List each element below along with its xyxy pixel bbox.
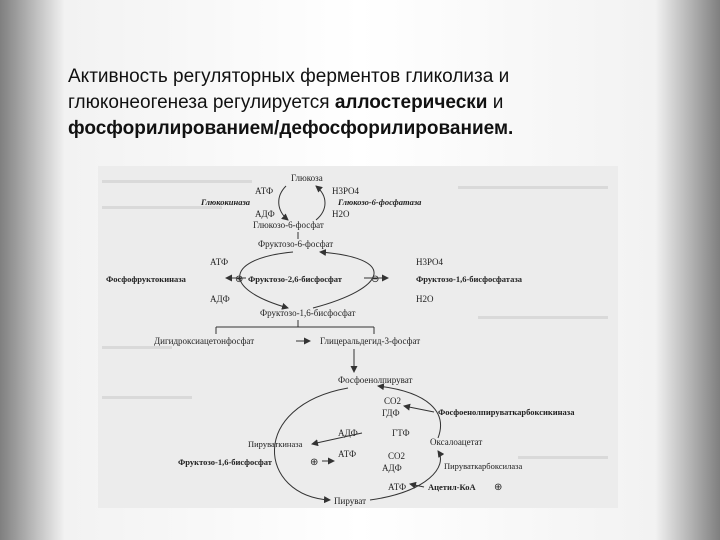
gdf-label: ГДФ [382, 408, 400, 418]
co2-label-2: CO2 [388, 451, 406, 461]
plus-sign-2: ⊕ [310, 457, 319, 468]
g6phosphatase-arrow [316, 186, 325, 220]
f6p-label: Фруктозо-6-фосфат [258, 239, 334, 249]
g6p-label: Глюкозо-6-фосфат [253, 220, 324, 230]
glucokinase-label: Глюкокиназа [201, 197, 251, 207]
heading-line-3-bold: фосфорилированием/дефосфорилированием. [68, 118, 514, 139]
acetyl-coa-label: Ацетил-КоА [428, 482, 476, 492]
pyruvate-carboxylase-arc [370, 451, 440, 500]
h3po4-label-1: H3PO4 [332, 186, 360, 196]
glucokinase-arrow [279, 186, 288, 220]
heading-line-2-plain: глюконеогенеза регулируется [68, 92, 335, 113]
f26bp-label: Фруктозо-2,6-бисфосфат [248, 274, 342, 284]
adf-label-1: АДФ [255, 209, 275, 219]
fbpase-label: Фруктозо-1,6-бисфосфатаза [416, 274, 522, 284]
plus-sign-1: ⊕ [235, 274, 244, 285]
pep-label: Фосфоенолпируват [338, 375, 413, 385]
slide-heading [68, 64, 668, 142]
pepck-label: Фосфоенолпируваткарбоксикиназа [438, 407, 575, 417]
glucose-label: Глюкоза [291, 173, 323, 183]
heading-line-2 [68, 90, 668, 116]
atf-label-4: АТФ [388, 482, 407, 492]
pyruvate-kinase-label: Пируваткиназа [248, 439, 303, 449]
pepck-pointer [404, 406, 434, 412]
heading-line-3 [68, 116, 668, 142]
adf-label-2: АДФ [210, 294, 230, 304]
h3po4-label-2: H3PO4 [416, 257, 444, 267]
adf-to-kinase-arrow [312, 433, 362, 444]
pfk-label: Фосфофруктокиназа [106, 274, 186, 284]
h2o-label-1: H2O [332, 209, 350, 219]
metabolic-diagram [98, 166, 618, 508]
atf-label-1: АТФ [255, 186, 274, 196]
gap-label: Глицеральдегид-3-фосфат [320, 336, 421, 346]
pyruvate-carboxylase-label: Пируваткарбоксилаза [444, 461, 523, 471]
adf-label-4: АДФ [382, 463, 402, 473]
atf-label-3: АТФ [338, 449, 357, 459]
atf-label-2: АТФ [210, 257, 229, 267]
plus-sign-3: ⊕ [494, 482, 503, 493]
co2-label-1: CO2 [384, 396, 402, 406]
oxaloacetate-label: Оксалоацетат [430, 437, 483, 447]
scan-ghost-lines [102, 180, 608, 459]
g6phosphatase-label: Глюкозо-6-фосфатаза [338, 197, 422, 207]
heading-line-2-bold: аллостерически [334, 92, 488, 113]
h2o-label-2: H2O [416, 294, 434, 304]
gtf-label: ГТФ [392, 428, 410, 438]
f16bp-activator-label: Фруктозо-1,6-бисфосфат [178, 457, 272, 467]
dhap-label: Дигидроксиацетонфосфат [154, 336, 255, 346]
adf-label-3: АДФ [338, 428, 358, 438]
diagram-svg [98, 166, 618, 508]
f16bp-label: Фруктозо-1,6-бисфосфат [260, 308, 356, 318]
heading-line-2-tail: и [487, 92, 504, 113]
pyruvate-label: Пируват [334, 496, 367, 506]
minus-sign-1: ⊖ [371, 274, 380, 285]
heading-line-1: Активность регуляторных ферментов гликолиза и [68, 66, 510, 87]
